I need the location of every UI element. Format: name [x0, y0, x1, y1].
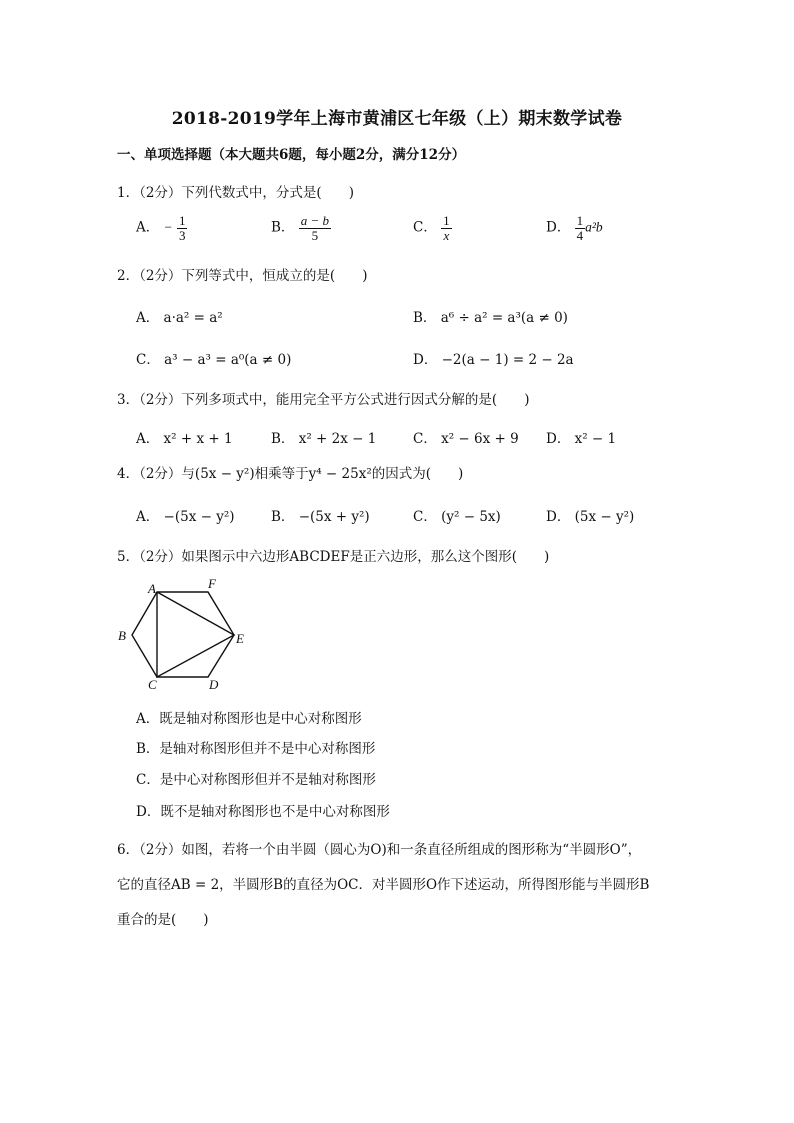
vertex-label-b: B: [118, 628, 126, 643]
minus-sign: −: [163, 219, 173, 235]
q1-option-d: [546, 214, 603, 242]
q2-option-c: C． a³ − a³ = a⁰(a ≠ 0): [136, 352, 292, 368]
option-label: A．: [136, 219, 160, 236]
q2-option-d: D． −2(a − 1) = 2 − 2a: [413, 352, 574, 368]
numerator: 1: [576, 213, 584, 228]
option-label: B．: [271, 219, 295, 236]
question-5-stem: 5．（2分）如果图示中六边形ABCDEF是正六边形，那么这个图形( ): [117, 549, 550, 565]
q4-option-d: D． (5x − y²): [546, 509, 635, 525]
option-label: D．: [546, 219, 571, 236]
q4-option-c: C． (y² − 5x): [413, 509, 501, 525]
hexagon-figure: [112, 572, 252, 694]
fraction: [299, 214, 331, 242]
fraction: [177, 214, 188, 242]
q5-option-b: B．是轴对称图形但并不是中心对称图形: [136, 741, 376, 757]
vertex-label-c: C: [148, 677, 157, 692]
expression: a²b: [585, 219, 603, 235]
vertex-label-f: F: [208, 576, 216, 591]
q5-option-d: D．既不是轴对称图形也不是中心对称图形: [136, 804, 390, 820]
q4-option-a: A． −(5x − y²): [136, 509, 235, 525]
triangle-ace: [157, 592, 234, 677]
q1-option-c: [413, 214, 452, 242]
q3-option-b: B． x² + 2x − 1: [271, 431, 377, 447]
question-2-stem: 2．（2分）下列等式中，恒成立的是( ): [117, 268, 368, 284]
numerator: 1: [443, 213, 450, 228]
q3-option-a: A． x² + x + 1: [136, 431, 233, 447]
question-6-line-2: 它的直径AB = 2，半圆形B的直径为OC．对半圆形O作下述运动，所得图形能与半圆形B: [117, 877, 650, 893]
question-4-stem: 4．（2分）与(5x − y²)相乘等于y⁴ − 25x²的因式为( ): [117, 466, 464, 482]
numerator: a − b: [300, 213, 329, 228]
vertex-label-e: E: [236, 631, 244, 646]
denominator: x: [443, 227, 450, 243]
fraction: [575, 214, 586, 242]
q3-option-d: D． x² − 1: [546, 431, 617, 447]
page-title: 2018-2019学年上海市黄浦区七年级（上）期末数学试卷: [171, 109, 623, 129]
q2-option-b: B． a⁶ ÷ a² = a³(a ≠ 0): [413, 310, 568, 326]
section-heading: 一、单项选择题（本大题共6题，每小题2分，满分12分）: [117, 147, 466, 163]
q3-option-c: C． x² − 6x + 9: [413, 431, 519, 447]
q5-option-a: A．既是轴对称图形也是中心对称图形: [136, 711, 362, 727]
numerator: 1: [178, 213, 186, 228]
option-label: C．: [413, 219, 437, 236]
denominator: 5: [311, 227, 319, 243]
denominator: 3: [178, 227, 186, 243]
q2-option-a: A． a·a² = a²: [136, 310, 223, 326]
fraction: [441, 214, 452, 242]
hexagon-outline: [132, 592, 234, 677]
vertex-label-a: A: [148, 581, 156, 596]
vertex-label-d: D: [209, 677, 219, 692]
question-1-stem: 1．（2分）下列代数式中，分式是( ): [117, 185, 354, 201]
question-6-line-1: 6．（2分）如图，若将一个由半圆（圆心为O)和一条直径所组成的图形称为“半圆形O”，: [117, 842, 642, 858]
question-3-stem: 3．（2分）下列多项式中，能用完全平方公式进行因式分解的是( ): [117, 392, 530, 408]
q1-option-b: [271, 214, 331, 242]
question-6-line-3: 重合的是( ): [117, 912, 209, 928]
q1-option-a: [136, 214, 187, 242]
q4-option-b: B． −(5x + y²): [271, 509, 370, 525]
q5-option-c: C．是中心对称图形但并不是轴对称图形: [136, 772, 376, 788]
denominator: 4: [576, 227, 584, 243]
